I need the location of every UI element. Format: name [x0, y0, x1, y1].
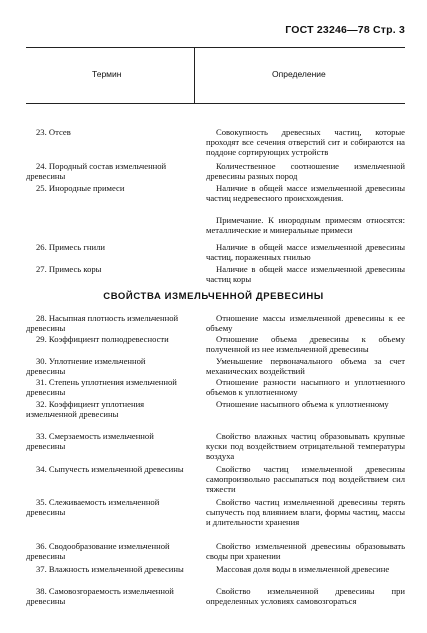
header-column-divider: [194, 47, 195, 103]
term-cell: 36. Сводообразование измельченной древесины: [26, 541, 170, 562]
page-header: ГОСТ 23246—78 Стр. 3: [285, 24, 405, 36]
term-cell: 28. Насыпная плотность измельченной древесины: [26, 313, 179, 334]
definition-cell: Свойство измельченной древесины образовывать своды при хранении: [206, 541, 405, 562]
term-cell: 34. Сыпучесть измельченной древесины: [36, 464, 184, 474]
definition-cell: Свойство частиц измельченной древесины терять сыпучесть под влиянием влаги, формы частиц, массы и длительности хранения: [206, 497, 405, 528]
definition-cell: Совокупность древесных частиц, которые проходят все сечения отверстий сит и собираются на поддоне сортирующих устройств: [206, 127, 405, 158]
definition-cell: Отношение разности насыпного и уплотненного объемов к уплотненному: [206, 377, 405, 398]
section-title: СВОЙСТВА ИЗМЕЛЬЧЕННОЙ ДРЕВЕСИНЫ: [103, 291, 324, 302]
definition-cell: Количественное соотношение измельченной древесины разных пород: [206, 161, 405, 182]
table-header-bottom-rule: [26, 103, 405, 104]
term-cell: 26. Примесь гнили: [36, 242, 105, 252]
term-cell: 29. Коэффициент полнодревесности: [36, 334, 169, 344]
definition-cell: Отношение массы измельченной древесины к ее объему: [206, 313, 405, 334]
note-cell: Примечание. К инородным примесям относятся: металлические и минеральные примеси: [206, 215, 405, 236]
term-cell: 38. Самовозгораемость измельченной древесины: [26, 586, 174, 607]
term-cell: 23. Отсев: [36, 127, 71, 137]
definition-cell: Свойство измельченной древесины при определенных условиях самовозгораться: [206, 586, 405, 607]
term-cell: 24. Породный состав измельченной древесины: [26, 161, 167, 182]
column-header-definition: Определение: [272, 69, 326, 79]
term-cell: 31. Степень уплотнения измельченной древесины: [26, 377, 177, 398]
term-cell: 35. Слеживаемость измельченной древесины: [26, 497, 160, 518]
table-top-rule: [26, 47, 405, 48]
definition-cell: Отношение объема древесины к объему полученной из нее измельченной древесины: [206, 334, 405, 355]
term-cell: 37. Влажность измельченной древесины: [36, 564, 184, 574]
definition-cell: Массовая доля воды в измельченной древесине: [216, 564, 390, 574]
definition-cell: Наличие в общей массе измельченной древесины частиц коры: [206, 264, 405, 285]
term-cell: 32. Коэффициент уплотнения измельченной древесины: [26, 399, 145, 420]
definition-cell: Свойство влажных частиц образовывать крупные куски под воздействием отрицательной температуры воздуха: [206, 431, 405, 462]
term-cell: 33. Смерзаемость измельченной древесины: [26, 431, 154, 452]
definition-cell: Наличие в общей массе измельченной древесины частиц недревесного происхождения.: [206, 183, 405, 204]
term-cell: 30. Уплотнение измельченной древесины: [26, 356, 146, 377]
term-cell: 27. Примесь коры: [36, 264, 102, 274]
column-header-term: Термин: [92, 69, 122, 79]
definition-cell: Уменьшение первоначального объема за счет механических воздействий: [206, 356, 405, 377]
definition-cell: Наличие в общей массе измельченной древесины частиц, пораженных гнилью: [206, 242, 405, 263]
definition-cell: Отношение насыпного объема к уплотненному: [216, 399, 389, 409]
definition-cell: Свойство частиц измельченной древесины самопроизвольно рассыпаться под воздействием сил тяжести: [206, 464, 405, 495]
term-cell: 25. Инородные примеси: [36, 183, 125, 193]
